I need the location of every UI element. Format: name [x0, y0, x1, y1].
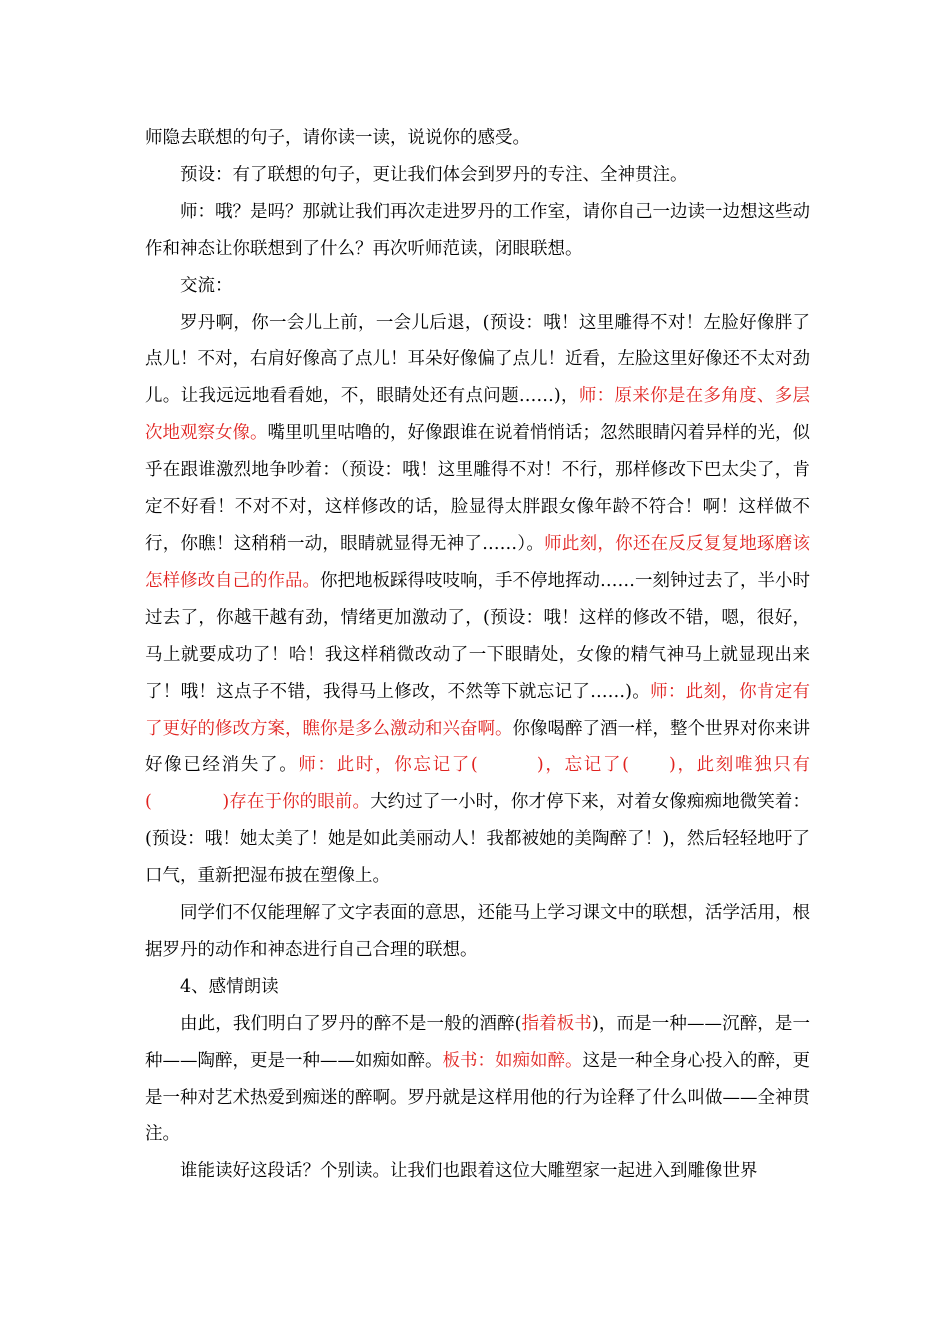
highlighted-text-run: 指着板书	[521, 1013, 592, 1034]
text-run: 师：哦？是吗？那就让我们再次走进罗丹的工作室，请你自己一边读一边想这些动作和神态让你联想到了什么？再次听师范读，闭眼联想。	[145, 201, 810, 259]
paragraph	[145, 194, 810, 268]
paragraph	[145, 895, 810, 969]
text-run: 4、感情朗读	[180, 976, 279, 997]
highlighted-text-run: 师：此时，你忘记了( )，忘记了( )，此刻唯独只有( )存在于你的眼前。	[145, 755, 810, 813]
text-run: 同学们不仅能理解了文字表面的意思，还能马上学习课文中的联想，活学活用，根据罗丹的动作和神态进行自己合理的联想。	[145, 903, 810, 960]
text-run: 师隐去联想的句子，请你读一读，说说你的感受。	[145, 128, 530, 148]
paragraph	[145, 157, 810, 194]
highlighted-text-run: 师：原来你是在多角度、多层次地观察女像。	[145, 386, 811, 444]
highlighted-text-run: 师：此刻，你肯定有了更好的修改方案，瞧你是多么激动和兴奋啊。	[145, 681, 811, 739]
text-run: 交流：	[180, 275, 233, 296]
text-run: 预设：有了联想的句子，更让我们体会到罗丹的专注、全神贯注。	[180, 164, 688, 185]
document-body	[145, 120, 810, 1190]
text-run: 你像喝醉了酒一样，整个世界对你来讲好像已经消失了。	[145, 718, 810, 776]
text-run: 嘴里叽里咕噜的，好像跟谁在说着悄悄话；忽然眼睛闪着异样的光，似乎在跟谁激烈地争吵着：（预设：哦！这里雕得不对！不行，那样修改下巴太尖了，肯定不好看！不对不对，这样修改的话，脸显得太胖跟女像年龄不符合！啊！这样做不行，你瞧！这稍稍一动，眼睛就显得无神了……）。	[145, 423, 810, 554]
text-run: 大约过了一小时，你才停下来，对着女像痴痴地微笑着：(预设：哦！她太美了！她是如此美丽动人！我都被她的美陶醉了！)，然后轻轻地吁了口气，重新把湿布披在塑像上。	[145, 792, 811, 887]
text-run: )，而是一种——沉醉，是一种——陶醉，更是一种——如痴如醉。	[145, 1013, 811, 1071]
paragraph	[145, 1006, 810, 1154]
text-run: 谁能读好这段话？个别读。让我们也跟着这位大雕塑家一起进入到雕像世界	[180, 1161, 758, 1182]
highlighted-text-run: 板书：如痴如醉。	[442, 1050, 583, 1071]
paragraph	[145, 1153, 810, 1190]
text-run: 你把地板踩得吱吱响，手不停地挥动……一刻钟过去了，半小时过去了，你越干越有劲，情绪更加激动了，(预设：哦！这样的修改不错，嗯，很好，马上就要成功了！哈！我这样稍微改动了一下眼睛处，女像的精气神马上就显现出来了！哦！这点子不错，我得马上修改，不然等下就忘记了……)。	[145, 570, 810, 702]
paragraph	[145, 305, 810, 896]
paragraph	[145, 120, 810, 157]
text-run: 这是一种全身心投入的醉，更是一种对艺术热爱到痴迷的醉啊。罗丹就是这样用他的行为诠释了什么叫做——全神贯注。	[145, 1050, 810, 1145]
paragraph	[145, 969, 810, 1006]
text-run: 罗丹啊，你一会儿上前，一会儿后退，(预设：哦！这里雕得不对！左脸好像胖了点儿！不对，右肩好像高了点儿！耳朵好像偏了点儿！近看，左脸这里好像还不太对劲儿。让我远远地看看她，不，眼睛处还有点问题……)，	[145, 312, 810, 407]
paragraph	[145, 268, 810, 305]
highlighted-text-run: 师此刻，你还在反反复复地琢磨该怎样修改自己的作品。	[145, 533, 811, 591]
text-run: 由此，我们明白了罗丹的醉不是一般的酒醉(	[180, 1013, 522, 1034]
